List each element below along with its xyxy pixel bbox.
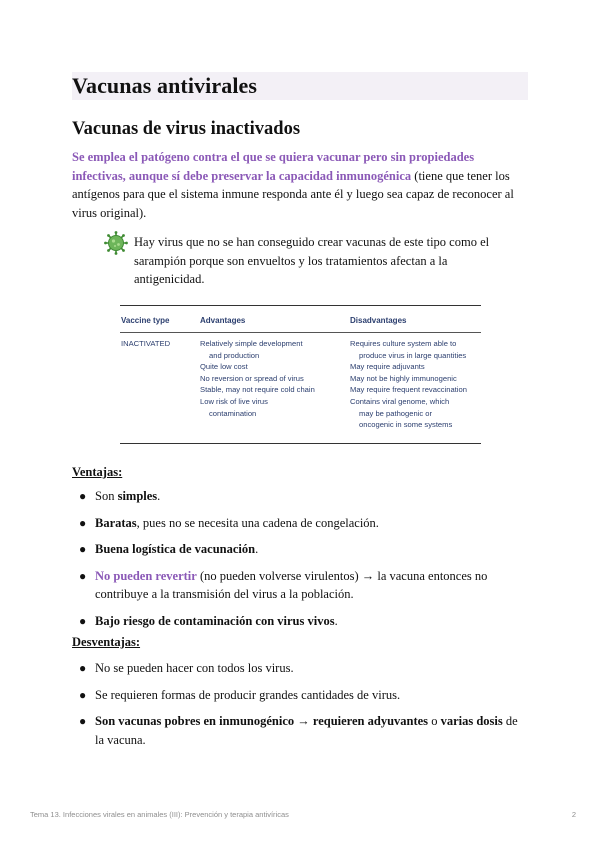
title-bar	[72, 72, 528, 100]
item-text: de la vacuna.	[95, 714, 518, 747]
disadvantage-line: May require adjuvants	[350, 362, 425, 372]
table-header-vaccine-type: Vaccine type	[121, 316, 170, 325]
item-bold: simples	[117, 489, 158, 503]
advantage-line: and production	[209, 350, 260, 360]
disadvantage-line: May not be highly immunogenic	[350, 373, 457, 383]
disadvantage-line: Requires culture system able to	[350, 339, 457, 348]
list-item	[72, 567, 528, 604]
bullet-icon: ●	[79, 613, 87, 628]
item-bold: Bajo riesgo de contaminación con virus vivos	[95, 613, 335, 628]
bullet-icon: ●	[79, 714, 87, 728]
table-header-advantages: Advantages	[200, 316, 246, 325]
item-arrow: →	[294, 714, 313, 728]
item-text: No se pueden hacer con todos los virus.	[95, 661, 294, 675]
bullet-icon: ●	[79, 489, 87, 503]
item-bold: requieren adyuvantes	[312, 714, 429, 728]
advantage-line: contamination	[209, 408, 257, 418]
advantage-line: Relatively simple development	[200, 339, 303, 348]
virus-icon	[103, 230, 129, 256]
advantage-line: Stable, may not require cold chain	[200, 385, 315, 395]
section-title: Vacunas de virus inactivados	[72, 119, 301, 139]
table-cell-advantages	[200, 338, 315, 419]
intro-paragraph	[72, 148, 528, 222]
bullet-icon: ●	[79, 515, 87, 530]
desventajas-title: Desventajas:	[72, 635, 141, 649]
bullet-icon: ●	[79, 661, 87, 675]
ventajas-title: Ventajas:	[72, 465, 123, 479]
page-footer	[30, 810, 576, 824]
item-bold: Son vacunas pobres en inmunogénico	[95, 714, 295, 728]
item-bold: Baratas	[95, 515, 137, 530]
table-cell-disadvantages	[350, 338, 467, 431]
item-text: Se requieren formas de producir grandes cantidades de virus.	[95, 687, 401, 702]
bullet-icon: ●	[79, 568, 87, 583]
page-title: Vacunas antivirales	[72, 73, 258, 98]
advantage-line: No reversion or spread of virus	[200, 373, 304, 383]
disadvantage-line: may be pathogenic or	[359, 408, 433, 418]
table-cell-type: INACTIVATED	[121, 339, 171, 348]
disadvantage-line: oncogenic in some systems	[359, 420, 453, 430]
table-header-disadvantages: Disadvantages	[350, 316, 407, 325]
item-bold: varias dosis	[440, 714, 503, 728]
item-highlight: No pueden revertir	[95, 568, 197, 583]
desventajas-list	[72, 659, 528, 757]
item-text: .	[334, 613, 338, 628]
table-rule-mid	[120, 332, 481, 333]
bullet-icon: ●	[79, 542, 87, 556]
list-item	[72, 487, 528, 506]
item-text: .	[255, 542, 259, 556]
list-item	[72, 612, 528, 631]
ventajas-list	[72, 487, 528, 638]
item-text: .	[157, 489, 161, 503]
disadvantage-line: produce virus in large quantities	[359, 350, 467, 360]
list-item	[72, 659, 528, 678]
advantage-line: Quite low cost	[200, 362, 248, 372]
bullet-icon: ●	[79, 687, 87, 702]
list-item	[72, 514, 528, 533]
list-item	[72, 540, 528, 559]
item-text: , pues no se necesita una cadena de congelación.	[136, 515, 379, 530]
advantage-line: Low risk of live virus	[200, 396, 268, 406]
table-rule-bottom	[120, 443, 481, 444]
table-rule-top	[120, 305, 481, 306]
list-item	[72, 712, 528, 749]
list-item	[72, 686, 528, 705]
disadvantage-line: May require frequent revaccination	[350, 385, 467, 395]
footer-text: Tema 13. Infecciones virales en animales (III): Prevención y terapia antivíricas	[30, 810, 289, 819]
item-text: Son	[95, 489, 118, 503]
item-text: o	[428, 714, 441, 728]
intro-rest: (tiene que tener los antígenos para que el sistema inmune responda ante él y luego sea capaz de reconocer al virus original).	[72, 168, 514, 220]
intro-highlight: Se emplea el patógeno contra el que se quiera vacunar pero sin propiedades infectivas, aunque sí debe preservar la capacidad inmunogénica	[72, 150, 475, 183]
page-number: 2	[571, 810, 576, 819]
item-text: (no pueden volverse virulentos) → la vacuna entonces no contribuye a la transmisión del virus a la población.	[95, 568, 488, 601]
vaccine-table	[120, 305, 481, 445]
item-bold: Buena logística de vacunación	[95, 542, 256, 556]
note-text: Hay virus que no se han conseguido crear vacunas de este tipo como el sarampión porque son envueltos y los tratamientos afectan a la antigenicidad.	[134, 235, 490, 286]
disadvantage-line: Contains viral genome, which	[350, 396, 450, 406]
